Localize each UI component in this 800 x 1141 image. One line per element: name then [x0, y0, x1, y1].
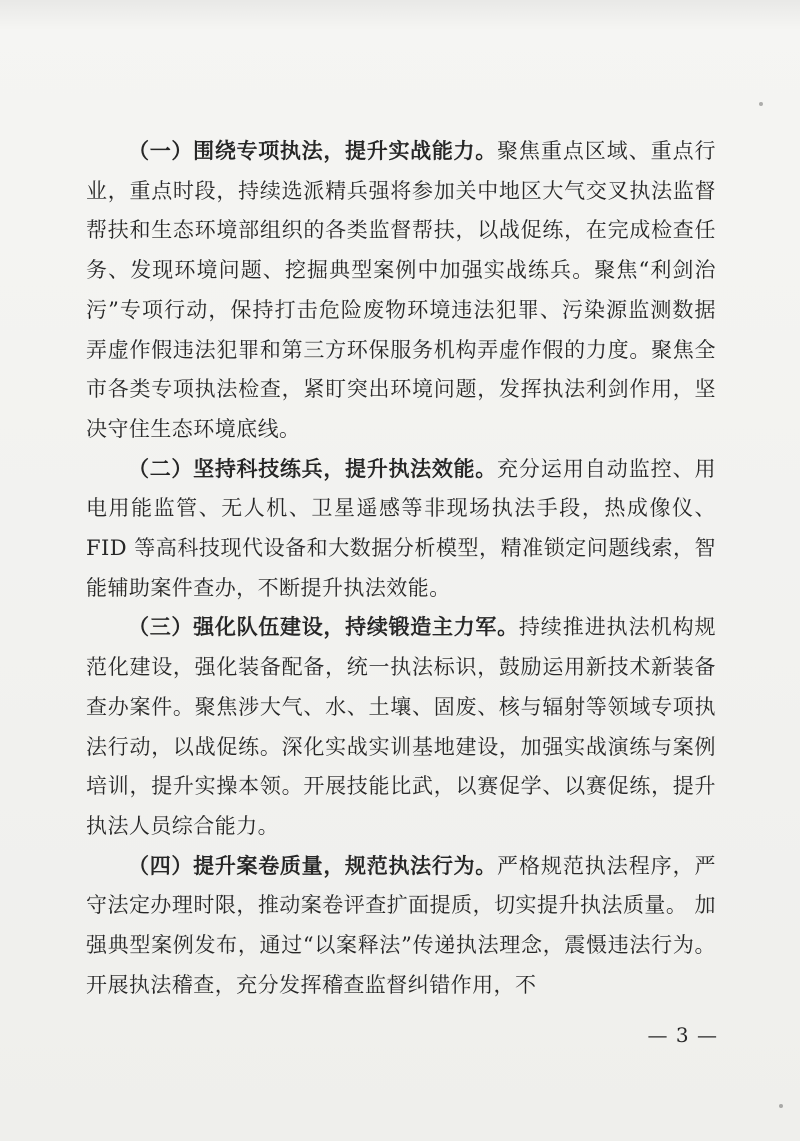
scan-speck — [779, 1104, 783, 1108]
section-heading-1: （一）围绕专项执法，提升实战能力。 — [128, 139, 497, 163]
paragraph-4 — [86, 847, 716, 1006]
document-body — [86, 132, 716, 1005]
section-heading-3: （三）强化队伍建设，持续锻造主力军。 — [128, 615, 519, 640]
scan-edge-shadow — [0, 0, 800, 30]
paragraph-2 — [86, 450, 716, 609]
page-number: — 3 — — [647, 1023, 718, 1047]
paragraph-1 — [86, 132, 716, 450]
paragraph-3 — [86, 608, 716, 846]
paragraph-text-1: 聚焦重点区域、重点行业，重点时段，持续选派精兵强将参加关中地区大气交叉执法监督帮扶和生态环境部组织的各类监督帮扶，以战促练，在完成检查任务、发现环境问题、挖掘典型案例中加强实战练兵。聚焦“利剑治污”专项行动，保持打击危险废物环境违法犯罪、污染源监测数据弄虚作假违法犯罪和第三方环保服务机构弄虚作假的力度。聚焦全市各类专项执法检查，紧盯突出环境问题，发挥执法利剑作用，坚决守住生态环境底线。 — [86, 139, 717, 441]
section-heading-2: （二）坚持科技练兵，提升执法效能。 — [128, 456, 497, 481]
section-heading-4: （四）提升案卷质量，规范执法行为。 — [128, 853, 497, 878]
paragraph-text-4: 严格规范执法程序，严守法定办理时限，推动案卷评查扩面提质，切实提升执法质量。 加强典型案例发布，通过“以案释法”传递执法理念，震慑违法行为。开展执法稽查，充分发挥稽查监督纠错作用，不 — [86, 853, 717, 997]
paragraph-text-3: 持续推进执法机构规范化建设，强化装备配备，统一执法标识，鼓励运用新技术新装备查办案件。聚焦涉大气、水、土壤、固废、核与辐射等领域专项执法行动，以战促练。深化实战实训基地建设，加强实战演练与案例培训，提升实操本领。开展技能比武，以赛促学、以赛促练，提升执法人员综合能力。 — [86, 615, 716, 838]
scan-speck — [759, 102, 763, 106]
paragraph-text-2: 充分运用自动监控、用电用能监管、无人机、卫星遥感等非现场执法手段，热成像仪、FID 等高科技现代设备和大数据分析模型，精准锁定问题线索，智能辅助案件查办，不断提升执法效能。 — [86, 456, 717, 600]
